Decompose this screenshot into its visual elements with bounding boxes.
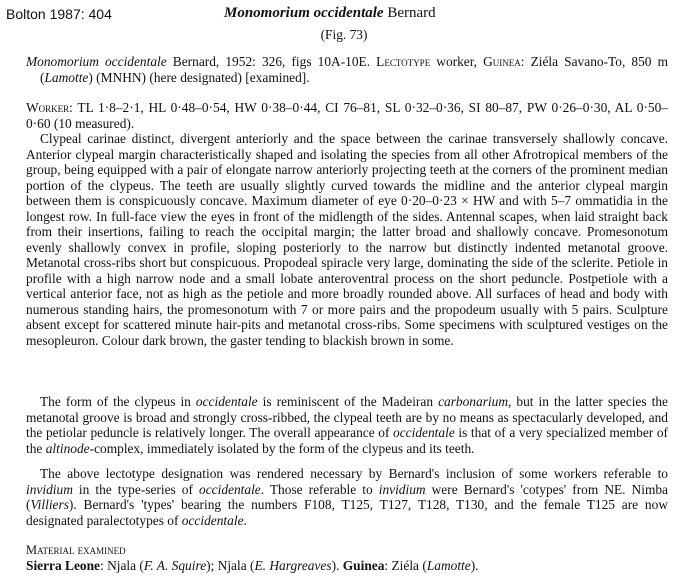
taxon-name: invidium: [26, 481, 73, 497]
text: The form of the clypeus in: [40, 394, 196, 409]
page-reference: Bolton 1987: 404: [6, 6, 112, 22]
text: .: [243, 512, 247, 528]
collector-name: Villiers: [30, 497, 69, 512]
text: . Those referable to: [260, 481, 379, 497]
text: ).: [470, 558, 479, 573]
discussion-paragraph-2: [26, 466, 668, 528]
taxon-name: occidentale: [181, 512, 244, 528]
citation-text: : Ziéla Savano-To, 850 m (: [40, 54, 668, 85]
text: is reminiscent of the Madeiran: [257, 394, 439, 409]
material-collector: F. A. Squire: [143, 558, 207, 573]
species-title: [224, 5, 436, 22]
taxon-name: invidium: [378, 481, 426, 497]
citation-paragraph: [26, 54, 668, 85]
taxon-name: carbonarium: [438, 394, 508, 409]
citation-text: worker,: [430, 54, 484, 69]
citation-text: ) (MNHN) (here designated) [examined].: [88, 69, 310, 85]
text: ).: [331, 558, 343, 573]
text: ). Bernard's 'types' bearing the numbers F108, T125, T127, T128, T130, and the female T125 are now designated paralectotypes of: [26, 497, 668, 528]
citation-collector: Lamotte: [44, 69, 89, 85]
taxon-name: occidentale: [393, 425, 455, 440]
taxon-name: occidentale: [199, 481, 261, 497]
text: : Ziéla (: [384, 558, 427, 573]
text: in the type-series of: [72, 481, 200, 497]
species-name: Monomorium occidentale: [224, 5, 384, 21]
lectotype-label: Lectotype: [376, 54, 431, 69]
text: is that of a very specialized member of the: [26, 425, 668, 456]
material-collector: E. Hargreaves: [254, 558, 332, 573]
taxon-name: occidentale: [195, 394, 258, 409]
discussion-paragraph-1: [26, 394, 668, 456]
worker-label: Worker: [26, 100, 70, 115]
citation-species: Monomorium occidentale: [26, 54, 167, 69]
material-collector: Lamotte: [426, 558, 471, 573]
measurements-text: : TL 1·8–2·1, HL 0·48–0·54, HW 0·38–0·44, CI 76–81, SL 0·32–0·36, SI 80–87, PW 0·26–0·30, AL 0·50–0·60 (10 measured).: [26, 100, 668, 131]
text: ); Njala (: [206, 558, 255, 573]
citation-country: Guinea: [483, 54, 521, 69]
taxon-name: altinode: [45, 440, 90, 456]
worker-description: Clypeal carinae distinct, divergent anteriorly and the space between the carinae transversely shallowly concave. Anterior clypeal margin characteristically shaped and isolating the species from all other Afrotropical members of the group, being equipped with a pair of elongate narrow anteriorly projecting teeth at the corners of the prominent median portion of the clypeus. The teeth are usually slightly curved towards the midline and the anterior clypeal margin between them is conspicuously concave. Maximum diameter of eye 0·20–0·23 × HW and with 5–7 ommatidia in the longest row. In full-face view the eyes in front of the midlength of the sides. Antennal scapes, when laid straight back from their insertions, failing to reach the occipital margin; the latter broad and shallowly concave. Promesonotum evenly shallowly convex in profile, sloping posteriorly to the narrow but distinctly indented metanotal groove. Metanotal cross-ribs short but conspicuous. Propodeal spiracle very large, dominating the side of the sclerite. Petiole in profile with a high narrow node and a small lobate anteroventral process on the short peduncle. Postpetiole with a vertical anterior face, not as high as the petiole and more broadly rounded above. All surfaces of head and body with numerous standing hairs, the promesonotum with 7 or more pairs and the propodeum usually with 5 pairs. Sculpture absent except for scattered minute hair-pits and metanotal cross-ribs. Some specimens with sculptured vestiges on the mesopleuron. Colour dark brown, the gaster tending to blackish brown in some.: [26, 131, 668, 348]
text: were Bernard's 'cotypes' from NE. Nimba (: [26, 481, 668, 512]
text: : Njala (: [100, 558, 144, 573]
figure-reference: (Fig. 73): [320, 27, 368, 42]
text: The above lectotype designation was rendered necessary by Bernard's inclusion of some workers referable to: [40, 466, 668, 481]
material-list: [26, 558, 479, 574]
text: -complex, immediately isolated by the form of the clypeus and its teeth.: [89, 440, 475, 456]
material-heading: Material examined: [26, 543, 126, 557]
text: , but in the latter species the metanotal groove is broad and strongly cross-ribbed, the clypeal teeth are by no means as spectacularly developed, and the petiolar peduncle is relatively longer. The overall appearance of: [26, 394, 668, 440]
worker-measurements: [26, 100, 668, 131]
species-author: Bernard: [383, 5, 436, 21]
citation-text: Bernard, 1952: 326, figs 10A-10E.: [166, 54, 377, 69]
material-country: Guinea: [342, 558, 385, 573]
material-country: Sierra Leone: [26, 558, 101, 573]
